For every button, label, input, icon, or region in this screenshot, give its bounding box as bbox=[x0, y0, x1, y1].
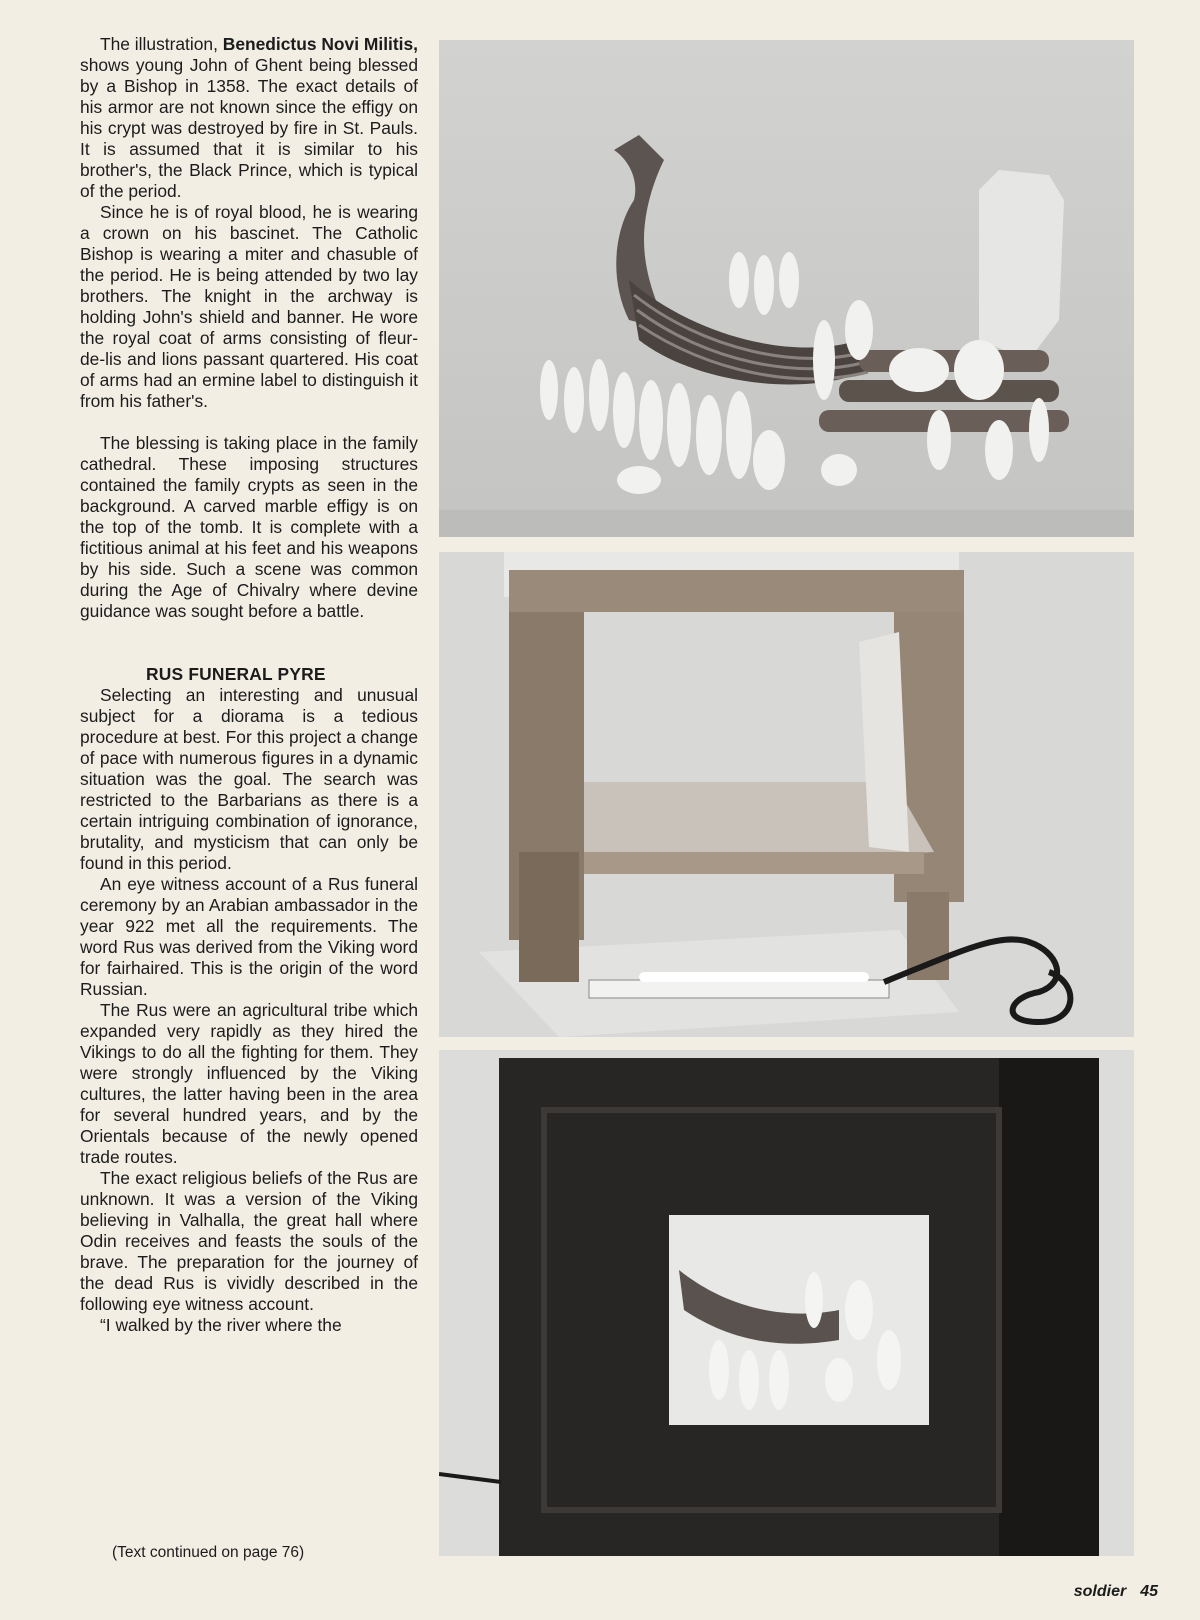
paragraph-3: The blessing is taking place in the family cathedral. These imposing structures contained the family crypts as seen in the background. A carved marble effigy is on the top of the tomb. It is complete with a fictitious animal at his feet and his weapons by his side. Such a scene was common during the Age of Chivalry where devine guidance was sought before a battle. bbox=[80, 433, 418, 621]
page-number: 45 bbox=[1140, 1583, 1158, 1600]
paragraph-1 bbox=[80, 34, 418, 202]
paragraph-7: The exact religious beliefs of the Rus are unknown. It was a version of the Viking believing in Valhalla, the great hall where Odin receives and feasts the souls of the brave. The preparation for the journey of the dead Rus is vividly described in the following eye witness account. bbox=[80, 1168, 418, 1314]
p1-text: The illustration, bbox=[100, 34, 223, 54]
photo-wooden-frame bbox=[439, 552, 1134, 1037]
continued-note: (Text continued on page 76) bbox=[112, 1544, 305, 1561]
paragraph-2: Since he is of royal blood, he is wearing a crown on his bascinet. The Catholic Bishop is wearing a miter and chasuble of the period. He is being attended by two lay brothers. The knight in the archway is holding John's shield and banner. He wore the royal coat of arms consisting of fleur-de-lis and lions passant quartered. His coat of arms had an ermine label to distinguish it from his father's. bbox=[80, 202, 418, 411]
paragraph-8: “I walked by the river where the bbox=[100, 1315, 342, 1335]
photo-framed-diorama bbox=[439, 1050, 1134, 1556]
photo-viking-ship-diorama bbox=[439, 40, 1134, 537]
section-heading: RUS FUNERAL PYRE bbox=[146, 664, 326, 684]
illustration-title: Benedictus Novi Militis, bbox=[222, 34, 418, 54]
p1-text-rest: shows young John of Ghent being blessed by a Bishop in 1358. The exact details of his armor are not known since the effigy on his crypt was destroyed by fire in St. Pauls. It is assumed that it is similar to his brother's, the Black Prince, which is typical of the period. bbox=[80, 55, 418, 201]
page-footer bbox=[1074, 1583, 1158, 1601]
article-column bbox=[80, 34, 418, 1336]
paragraph-4: Selecting an interesting and unusual subject for a diorama is a tedious procedure at best. For this project a change of pace with numerous figures in a dynamic situation was the goal. The search was restricted to the Barbarians as there is a certain intriguing combination of ignorance, brutality, and mysticism that can only be found in this period. bbox=[80, 685, 418, 873]
paragraph-6: The Rus were an agricultural tribe which expanded very rapidly as they hired the Vikings to do all the fighting for them. They were strongly influenced by the Viking cultures, the latter having been in the area for several hundred years, and by the Orientals because of the newly opened trade routes. bbox=[80, 1000, 418, 1167]
paragraph-5: An eye witness account of a Rus funeral ceremony by an Arabian ambassador in the year 922 met all the requirements. The word Rus was derived from the Viking word for fairhaired. This is the origin of the word Russian. bbox=[80, 874, 418, 999]
magazine-name: soldier bbox=[1073, 1583, 1127, 1600]
